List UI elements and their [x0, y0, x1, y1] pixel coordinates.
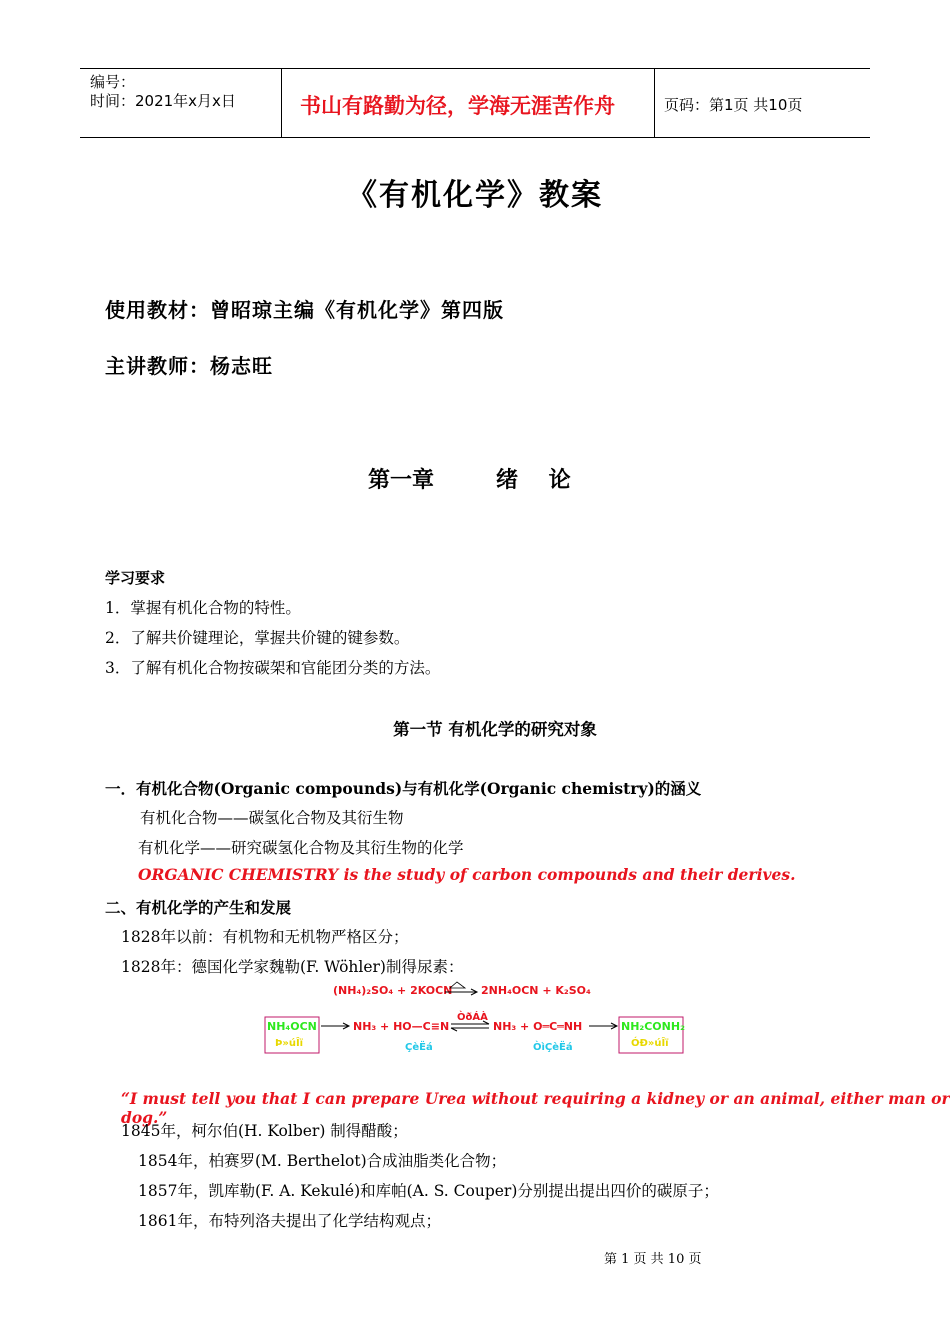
- requirements-heading: 学习要求: [105, 569, 166, 587]
- arrow: [321, 1023, 349, 1029]
- history-item: 1854年，柏赛罗(M. Berthelot)合成油脂类化合物；: [138, 1152, 507, 1170]
- requirement-item: 1．掌握有机化合物的特性。: [105, 599, 301, 617]
- header-time-label: 时间：2021年x月x日: [90, 92, 236, 110]
- wohler-quote: “I must tell you that I can prepare Urea without requiring a kidney or an animal, either man or dog.”: [121, 1089, 950, 1127]
- part1-definition-chemistry: 有机化学——研究碳氢化合物及其衍生物的化学: [138, 839, 464, 857]
- part1-english-definition: ORGANIC CHEMISTRY is the study of carbon compounds and their derives.: [138, 865, 796, 884]
- history-item: 1828年以前：有机物和无机物严格区分；: [121, 928, 409, 946]
- header-divider: [281, 69, 282, 137]
- reaction-top-left: (NH₄)₂SO₄ + 2KOCN: [333, 984, 453, 997]
- header-motto: 书山有路勤为径，学海无涯苦作舟: [300, 94, 615, 118]
- textbook-info: 使用教材：曾昭琼主编《有机化学》第四版: [105, 298, 504, 322]
- reactant-formula: NH₄OCN: [267, 1020, 317, 1033]
- reactant-label: Þ»úÎï: [275, 1038, 304, 1049]
- requirement-item: 2．了解共价键理论，掌握共价键的键参数。: [105, 629, 410, 647]
- history-item: 1845年，柯尔伯(H. Kolber) 制得醋酸；: [121, 1122, 408, 1140]
- header-divider: [654, 69, 655, 137]
- part2-heading: 二、有机化学的产生和发展: [105, 898, 292, 917]
- arrow: [589, 1023, 617, 1029]
- history-item: 1857年，凯库勒(F. A. Kekulé)和库帕(A. S. Couper)分别提出提出四价的碳原子；: [138, 1182, 719, 1200]
- reaction-top-right: 2NH₄OCN + K₂SO₄: [481, 984, 591, 997]
- intermediate-1-formula: NH₃ + HO—C≡N: [353, 1020, 450, 1033]
- intermediate-1-label: ÇèËá: [405, 1042, 433, 1053]
- intermediate-2-formula: NH₃ + O═C═NH: [493, 1020, 583, 1033]
- product-formula: NH₂CONH₂: [621, 1020, 685, 1033]
- urea-synthesis-diagram: [255, 980, 695, 1060]
- part1-heading: 一．有机化合物(Organic compounds)与有机化学(Organic chemistry)的涵义: [105, 779, 702, 798]
- intermediate-2-label: ÒìÇèËá: [533, 1042, 573, 1053]
- history-item: 1861年，布特列洛夫提出了化学结构观点；: [138, 1212, 441, 1230]
- teacher-info: 主讲教师：杨志旺: [105, 354, 273, 378]
- document-title: 《有机化学》教案: [347, 178, 603, 213]
- header-number-label: 编号：: [90, 73, 136, 91]
- section-title: 第一节 有机化学的研究对象: [393, 720, 597, 739]
- header-page-info: 页码：第1页 共10页: [664, 96, 803, 114]
- equilibrium-label: ÒðÁÀ: [457, 1012, 488, 1023]
- requirement-item: 3．了解有机化合物按碳架和官能团分类的方法。: [105, 659, 441, 677]
- page-footer: 第 1 页 共 10 页: [604, 1252, 702, 1267]
- chapter-number: 第一章: [368, 467, 435, 493]
- history-item: 1828年：德国化学家魏勒(F. Wöhler)制得尿素：: [121, 958, 464, 976]
- product-label: ÓÐ»úÎï: [631, 1038, 669, 1049]
- part1-definition-compounds: 有机化合物——碳氢化合物及其衍生物: [140, 809, 404, 827]
- chapter-name: 绪 论: [496, 467, 571, 493]
